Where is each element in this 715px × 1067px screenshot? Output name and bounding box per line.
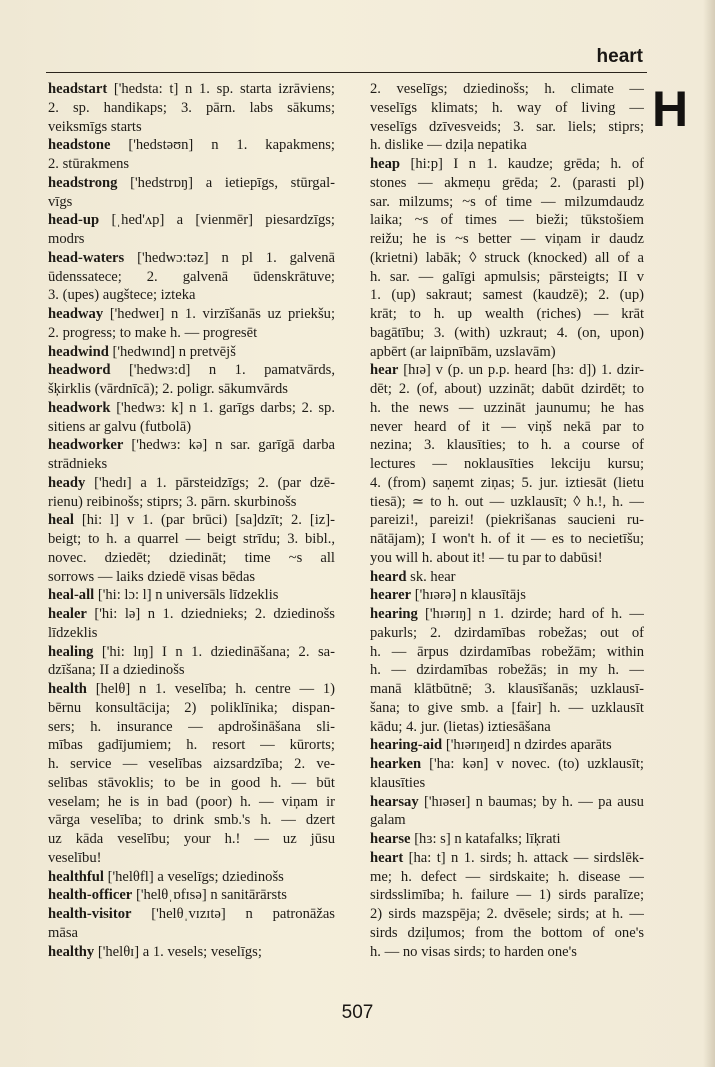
entry-text: h. — no visas sirds; to harden one's — [370, 943, 577, 960]
entry-text: manā klātbūtnē; 3. klausīšanās; uzklausī- — [370, 681, 644, 697]
entry-line — [48, 905, 335, 924]
entry-line — [48, 99, 335, 118]
headword: heal — [48, 512, 74, 529]
dictionary-entry — [48, 361, 335, 399]
entry-line — [370, 343, 644, 362]
entry-line — [48, 399, 335, 418]
dictionary-entry — [48, 511, 335, 586]
entry-text: 2. sp. handikaps; 3. pārn. labs sākums; — [48, 99, 335, 116]
entry-line — [370, 380, 644, 399]
entry-text: sirdsslimība; h. failure — 1) sirds paralīze; — [370, 887, 644, 904]
entry-line — [48, 868, 335, 887]
entry-text: sers; h. insurance — apdrošināšana sli- — [48, 718, 335, 735]
headword: heard — [370, 568, 407, 585]
entry-line — [370, 268, 644, 287]
entry-text: ['hɪərɪŋ] n 1. dzirde; hard of h. — — [425, 606, 644, 622]
entry-line — [370, 399, 644, 418]
entry-text: uz kāda veselību; your h.! — uz jūsu — [48, 831, 335, 847]
entry-line — [48, 680, 335, 699]
entry-text: ['hedsta: t] n 1. sp. starta izrāviens; — [113, 81, 335, 97]
entry-text: sirds dziļumos; from the bottom of one's — [370, 924, 644, 941]
entry-text: ['hedwɔ:təz] n pl 1. galvenā — [137, 249, 335, 266]
entry-text: ['hɪərə] n klausītājs — [414, 587, 526, 604]
entry-text: beigt; to h. a quarrel — beigt strīdu; 3. bibl., — [48, 531, 335, 547]
entry-line — [370, 193, 644, 212]
headword: healing — [48, 643, 94, 660]
entry-text: selības stāvoklis; to be in good h. — būt — [48, 774, 335, 791]
entry-line — [370, 455, 644, 474]
headword: head-waters — [48, 249, 125, 266]
entry-line — [370, 774, 644, 793]
entry-text: vārga veselība; to drink smb.'s h. — dzert — [48, 812, 335, 829]
headword: hearing-aid — [370, 737, 443, 754]
entry-line — [370, 80, 644, 99]
entry-text: modrs — [48, 231, 85, 247]
headword: heady — [48, 474, 86, 491]
headword: hearer — [370, 587, 412, 604]
entry-line — [370, 830, 644, 849]
entry-text: ['helθˌvɪzɪtə] n patronāžas — [151, 906, 335, 922]
entry-text: ūdenssatece; 2. galvenā ūdenskrātuve; — [48, 268, 335, 285]
entry-text: ['helθˌɒfɪsə] n sanitārārsts — [135, 887, 287, 904]
entry-text: ['helθfl] a veselīgs; dziedinošs — [107, 868, 284, 885]
entry-text: me; h. defect — sirdskaite; h. disease — — [370, 868, 644, 885]
entry-text: [hɪə] v (p. un p.p. heard [hɜ: d]) 1. dzir- — [403, 362, 644, 379]
entry-text: krāt; to h. up wealth (riches) — krāt — [370, 306, 644, 322]
entry-line — [370, 718, 644, 737]
headword: hearse — [370, 831, 411, 847]
entry-line — [370, 868, 644, 887]
dictionary-entry — [48, 643, 335, 681]
entry-text: dzīšana; II a dziedinošs — [48, 662, 185, 679]
entry-line — [370, 755, 644, 774]
dictionary-entry — [48, 136, 335, 174]
entry-line — [48, 286, 335, 305]
entry-text: h. — ārpus dzirdamības robežām; within — [370, 643, 644, 660]
entry-line — [370, 905, 644, 924]
headword: heap — [370, 156, 401, 172]
entry-text: bagātību; 3. (with) uzkraut; 4. (on, upon) — [370, 324, 644, 341]
entry-text: 2. veselīgs; dziedinošs; h. climate — — [370, 81, 644, 97]
dictionary-entry — [48, 474, 335, 512]
entry-text: šana; to give smb. a [fair] h. — uzklausīt — [370, 699, 644, 716]
headword: healthy — [48, 943, 95, 960]
dictionary-entry — [370, 568, 644, 587]
entry-text: ['hedstrɒŋ] a ietiepīgs, stūrgal- — [130, 174, 335, 191]
entry-line — [48, 886, 335, 905]
dictionary-entry — [48, 436, 335, 474]
entry-line — [370, 511, 644, 530]
entry-line — [370, 549, 644, 568]
headword: headword — [48, 362, 111, 379]
entry-text: [ˌhed'ʌp] a [vienmēr] piesardzīgs; — [111, 212, 335, 229]
entry-line — [48, 249, 335, 268]
dictionary-entry — [370, 755, 644, 793]
dictionary-entry — [48, 249, 335, 305]
entry-line — [48, 586, 335, 605]
entry-line — [48, 568, 335, 587]
entry-line — [48, 811, 335, 830]
dictionary-entry — [370, 736, 644, 755]
entry-text: stones — akmeņu grēda; 2. (parasti pl) — [370, 174, 644, 191]
dictionary-entry — [48, 605, 335, 643]
entry-text: reižu; he is ~s better — viņam ir daudz — [370, 231, 644, 247]
entry-line — [48, 418, 335, 437]
header-rule — [46, 72, 647, 73]
headword: hear — [370, 362, 399, 379]
headword: health — [48, 681, 87, 697]
entry-text: ['hedwɜ: k] n 1. garīgs darbs; 2. sp. — [116, 399, 335, 416]
entry-line — [370, 586, 644, 605]
left-column — [48, 80, 335, 961]
entry-text: veselīgs klimats; h. way of living — — [370, 99, 644, 116]
dictionary-entry — [370, 80, 644, 155]
dictionary-entry — [48, 343, 335, 362]
entry-line — [48, 549, 335, 568]
entry-text: ['hi: lɔ: l] n universāls līdzeklis — [97, 587, 279, 604]
entry-line — [48, 718, 335, 737]
entry-line — [48, 174, 335, 193]
entry-line — [48, 624, 335, 643]
entry-line — [48, 80, 335, 99]
entry-text: kādu; 4. jur. (lietas) iztiesāšana — [370, 718, 551, 735]
entry-text: h. the news — uzzināt jaunumu; he has — [370, 399, 644, 416]
entry-text: sar. milzums; ~s of time — milzumdaudz — [370, 193, 644, 210]
entry-line — [48, 324, 335, 343]
entry-text: ['hedwɜ: kə] n sar. garīgā darba — [131, 437, 335, 454]
entry-line — [48, 605, 335, 624]
entry-line — [370, 305, 644, 324]
entry-text: ['hedɪ] a 1. pārsteidzīgs; 2. (par dzē- — [94, 474, 335, 491]
headword: hearken — [370, 756, 422, 772]
entry-text: apbērt (ar laipnībām, uzslavām) — [370, 343, 556, 360]
entry-text: klausīties — [370, 774, 426, 791]
entry-text: ['hedwɜ:d] n 1. pamatvārds, — [128, 362, 335, 379]
entry-text: pareizi!, pareizi! (piekrišanas saucieni ru- — [370, 512, 644, 529]
dictionary-entry — [48, 399, 335, 437]
dictionary-entry — [48, 305, 335, 343]
entry-line — [370, 736, 644, 755]
entry-text: lectures — noklausīties lekciju kursu; — [370, 456, 644, 472]
entry-line — [48, 511, 335, 530]
entry-text: h. — dzirdamības robežās; in my h. — — [370, 662, 644, 679]
headword: headwind — [48, 343, 109, 360]
entry-line — [48, 530, 335, 549]
entry-text: rienu) reibinošs; stiprs; 3. pārn. skurbinošs — [48, 493, 297, 510]
page-number: 507 — [341, 1002, 374, 1023]
entry-line — [48, 361, 335, 380]
entry-line — [370, 849, 644, 868]
entry-line — [48, 118, 335, 137]
entry-line — [48, 136, 335, 155]
entry-line — [48, 643, 335, 662]
entry-line — [370, 418, 644, 437]
entry-line — [48, 155, 335, 174]
dictionary-entry — [48, 868, 335, 887]
entry-line — [48, 230, 335, 249]
entry-text: bērnu konsultācija; 2) poliklīnika; dispan- — [48, 699, 335, 716]
headword: heal-all — [48, 587, 95, 604]
entry-line — [370, 661, 644, 680]
headword: health-visitor — [48, 906, 132, 922]
entry-text: 1. (up) sakraut; samest (kaudzē); 2. (up) — [370, 287, 644, 304]
entry-line — [48, 943, 335, 962]
dictionary-entry — [370, 605, 644, 736]
entry-text: ['hedweɪ] n 1. virzīšanās uz priekšu; — [109, 306, 335, 322]
entry-text: līdzeklis — [48, 624, 98, 641]
headword: hearing — [370, 606, 418, 622]
entry-text: sk. hear — [410, 568, 456, 585]
entry-text: ['hi: lə] n 1. dziednieks; 2. dziedinošs — [94, 606, 335, 622]
headword: hearsay — [370, 793, 419, 810]
dictionary-entry — [370, 830, 644, 849]
entry-line — [370, 568, 644, 587]
headword: headway — [48, 306, 104, 322]
entry-text: [hɜ: s] n katafalks; līķrati — [414, 831, 561, 847]
entry-line — [370, 886, 644, 905]
dictionary-entry — [48, 886, 335, 905]
entry-line — [370, 361, 644, 380]
entry-line — [48, 380, 335, 399]
entry-line — [370, 211, 644, 230]
entry-text: veselīgs dzīvesveids; 3. sar. liels; stiprs; — [370, 118, 644, 135]
entry-text: māsa — [48, 924, 78, 941]
entry-line — [370, 624, 644, 643]
entry-text: pakurls; 2. dzirdamības robežas; out of — [370, 624, 644, 641]
dictionary-entry — [370, 793, 644, 831]
entry-text: 4. (from) saņemt ziņas; 5. jur. iztiesāt (lietu — [370, 474, 644, 491]
entry-text: never heard of it — viņš nekā par to — [370, 418, 644, 435]
dictionary-entry — [370, 586, 644, 605]
entry-text: laika; ~s of times — bieži; tūkstošiem — [370, 212, 644, 229]
entry-line — [48, 474, 335, 493]
entry-line — [370, 680, 644, 699]
entry-text: ['helθɪ] a 1. vesels; veselīgs; — [97, 943, 262, 960]
entry-line — [370, 136, 644, 155]
entry-text: ['hedwɪnd] n pretvējš — [112, 343, 236, 360]
entry-line — [48, 193, 335, 212]
entry-line — [370, 943, 644, 962]
headword: headstone — [48, 137, 111, 154]
guide-word: heart — [596, 46, 643, 67]
entry-line — [48, 343, 335, 362]
entry-line — [370, 493, 644, 512]
entry-line — [370, 286, 644, 305]
entry-line — [370, 924, 644, 943]
entry-line — [48, 493, 335, 512]
page-edge-shadow — [703, 0, 715, 1067]
entry-text: you will h. about it! — tu par to dabūsi! — [370, 549, 603, 566]
entry-line — [370, 99, 644, 118]
headword: headworker — [48, 437, 124, 454]
entry-line — [370, 436, 644, 455]
entry-text: [ha: t] n 1. sirds; h. attack — sirdslēk- — [408, 849, 644, 866]
entry-text: sorrows — laiks dziedē visas bēdas — [48, 568, 256, 585]
entry-line — [370, 530, 644, 549]
entry-text: ['hɪərɪŋeɪd] n dzirdes aparāts — [445, 737, 612, 754]
entry-text: 3. (upes) augštece; izteka — [48, 287, 196, 304]
entry-text: nātājam); I won't h. of it — es to necietīšu; — [370, 531, 644, 547]
letter-tab: H — [652, 81, 689, 137]
entry-text: mības gadījumiem; h. resort — kūrorts; — [48, 737, 335, 754]
entry-line — [370, 174, 644, 193]
entry-text: veselību! — [48, 849, 102, 866]
entry-line — [370, 699, 644, 718]
dictionary-entry — [48, 943, 335, 962]
headword: health-officer — [48, 887, 133, 904]
headword: healthful — [48, 868, 104, 885]
entry-line — [370, 811, 644, 830]
dictionary-entry — [370, 849, 644, 962]
entry-line — [370, 324, 644, 343]
headword: headwork — [48, 399, 111, 416]
entry-text: sitiens ar galvu (futbolā) — [48, 418, 192, 435]
entry-line — [370, 118, 644, 137]
dictionary-entry — [48, 905, 335, 943]
headword: head-up — [48, 212, 100, 229]
entry-text: strādnieks — [48, 456, 108, 472]
dictionary-entry — [48, 174, 335, 212]
entry-line — [48, 699, 335, 718]
entry-text: [hi: l] v 1. (par brūci) [sa]dzīt; 2. [iz]- — [81, 512, 335, 529]
entry-text: 2. progress; to make h. — progresēt — [48, 324, 258, 341]
entry-text: ['hedstəʊn] n 1. kapakmens; — [128, 137, 335, 154]
entry-line — [370, 155, 644, 174]
entry-text: h. sar. — galīgi apmulsis; pārsteigts; II v — [370, 268, 644, 285]
headword: healer — [48, 606, 87, 622]
headword: headstrong — [48, 174, 118, 191]
entry-line — [48, 455, 335, 474]
entry-line — [48, 793, 335, 812]
entry-line — [48, 774, 335, 793]
entry-text: dēt; 2. (of, about) uzzināt; dabūt dzirdēt; to — [370, 381, 644, 397]
entry-line — [370, 793, 644, 812]
entry-text: šķirklis (vārdnīcā); 2. poligr. sākumvārds — [48, 381, 288, 397]
entry-line — [48, 661, 335, 680]
entry-text: ['ha: kən] v novec. (to) uzklausīt; — [429, 756, 644, 772]
entry-line — [48, 268, 335, 287]
right-column — [370, 80, 644, 961]
entry-text: nezina; 3. klausīties; to h. a course of — [370, 437, 644, 454]
entry-line — [370, 230, 644, 249]
entry-line — [48, 736, 335, 755]
dictionary-entry — [48, 586, 335, 605]
entry-text: veselam; he is in bad (poor) h. — viņam ir — [48, 793, 335, 810]
entry-text: 2) sirds mazspēja; 2. dvēsele; sirds; at h. — — [370, 906, 644, 922]
entry-line — [48, 305, 335, 324]
dictionary-entry — [48, 211, 335, 249]
entry-line — [48, 830, 335, 849]
entry-text: [hi:p] I n 1. kaudze; grēda; h. of — [410, 156, 644, 172]
entry-text: [helθ] n 1. veselība; h. centre — 1) — [95, 681, 335, 697]
entry-text: novec. dziedēt; dziedināt; time ~s all — [48, 549, 335, 566]
dictionary-entry — [370, 155, 644, 361]
headword: headstart — [48, 81, 108, 97]
entry-line — [48, 755, 335, 774]
entry-text: veiksmīgs starts — [48, 118, 142, 135]
entry-line — [370, 643, 644, 662]
entry-line — [48, 211, 335, 230]
entry-text: ['hi: lɪŋ] I n 1. dziedināšana; 2. sa- — [101, 643, 335, 660]
dictionary-entry — [48, 680, 335, 868]
entry-text: h. dislike — dziļa nepatika — [370, 137, 527, 154]
entry-text: galam — [370, 812, 406, 829]
entry-line — [370, 474, 644, 493]
entry-text: 2. stūrakmens — [48, 156, 130, 172]
entry-text: (krietni) labāk; ◊ struck (knocked) all of a — [370, 249, 644, 266]
entry-line — [48, 924, 335, 943]
headword: heart — [370, 849, 404, 866]
dictionary-entry — [370, 361, 644, 567]
entry-text: vīgs — [48, 193, 73, 210]
entry-text: h. service — veselības aizsardzība; 2. ve- — [48, 756, 335, 772]
entry-line — [370, 605, 644, 624]
entry-line — [48, 436, 335, 455]
entry-line — [48, 849, 335, 868]
entry-text: ['hɪəseɪ] n baumas; by h. — pa ausu — [423, 793, 644, 810]
dictionary-entry — [48, 80, 335, 136]
entry-text: tiesā); ≃ to h. out — uzklausīt; ◊ h.!, h. — — [370, 493, 644, 510]
entry-line — [370, 249, 644, 268]
